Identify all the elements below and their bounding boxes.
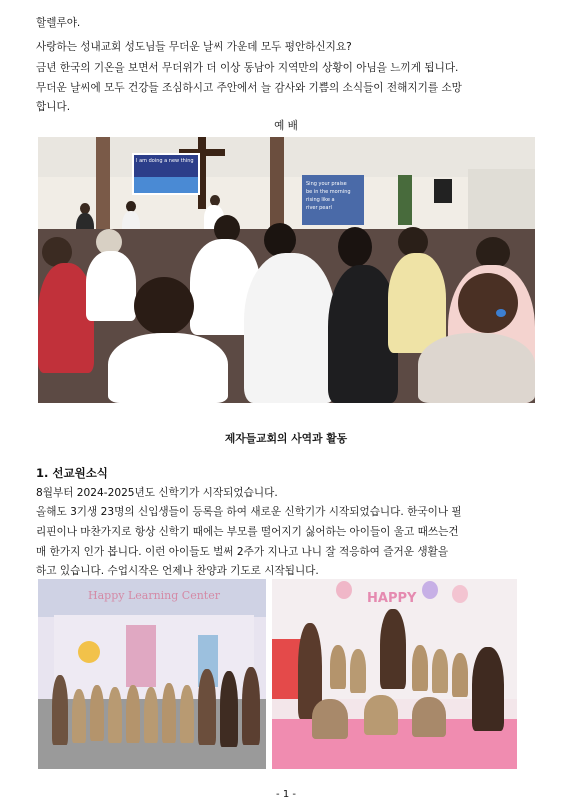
page-number: - 1 -	[276, 789, 296, 800]
subsection-title: 1. 선교원소식	[36, 466, 108, 480]
banner-text: I am doing a new thing	[136, 158, 194, 164]
screen-line: Sing your praise	[306, 181, 347, 187]
body-line: 올해도 3기생 23명의 신입생들이 등록을 하여 새로운 신학기가 시작되었습니다. 한국이나 필	[36, 506, 462, 518]
body-line: 매 한가지 인가 봅니다. 이런 아이들도 벌써 2주가 지나고 나니 잘 적응하여 즐거운 생활을	[36, 546, 449, 558]
school-sign-text: Happy Learning Center	[88, 589, 220, 602]
section-title: 제자들교회의 사역과 활동	[224, 432, 348, 445]
projection-screen	[302, 175, 364, 225]
school-group-photo	[38, 579, 266, 769]
intro-line: 사랑하는 성내교회 성도님들 무더운 날씨 가운데 모두 평안하신지요?	[36, 41, 352, 53]
intro-greeting: 할렐루야.	[36, 17, 81, 29]
worship-caption: 예 배	[274, 120, 298, 132]
intro-line: 금년 한국의 기온을 보면서 무더위가 더 이상 동남아 지역만의 상황이 아님을 느끼게 됩니다.	[36, 62, 459, 74]
body-line: 하고 있습니다. 수업시작은 언제나 찬양과 기도로 시작됩니다.	[36, 565, 319, 577]
screen-line: be in the morning	[306, 189, 351, 195]
screen-line: river pearl	[306, 205, 332, 211]
intro-line: 합니다.	[36, 101, 71, 113]
body-line: 리핀이나 마찬가지로 항상 신학기 때에는 부모를 떨어지기 싫어하는 아이들이 울고 때쓰는건	[36, 526, 459, 538]
screen-line: rising like a	[306, 197, 335, 203]
body-line: 8월부터 2024-2025년도 신학기가 시작되었습니다.	[36, 487, 278, 499]
classroom-photo	[272, 579, 517, 769]
worship-photo	[38, 137, 535, 403]
balloon-text: HAPPY	[367, 591, 417, 606]
church-banner	[132, 153, 200, 195]
intro-line: 무더운 날씨에 모두 건강들 조심하시고 주안에서 늘 감사와 기쁨의 소식들이 전해지기를 소망	[36, 82, 462, 94]
